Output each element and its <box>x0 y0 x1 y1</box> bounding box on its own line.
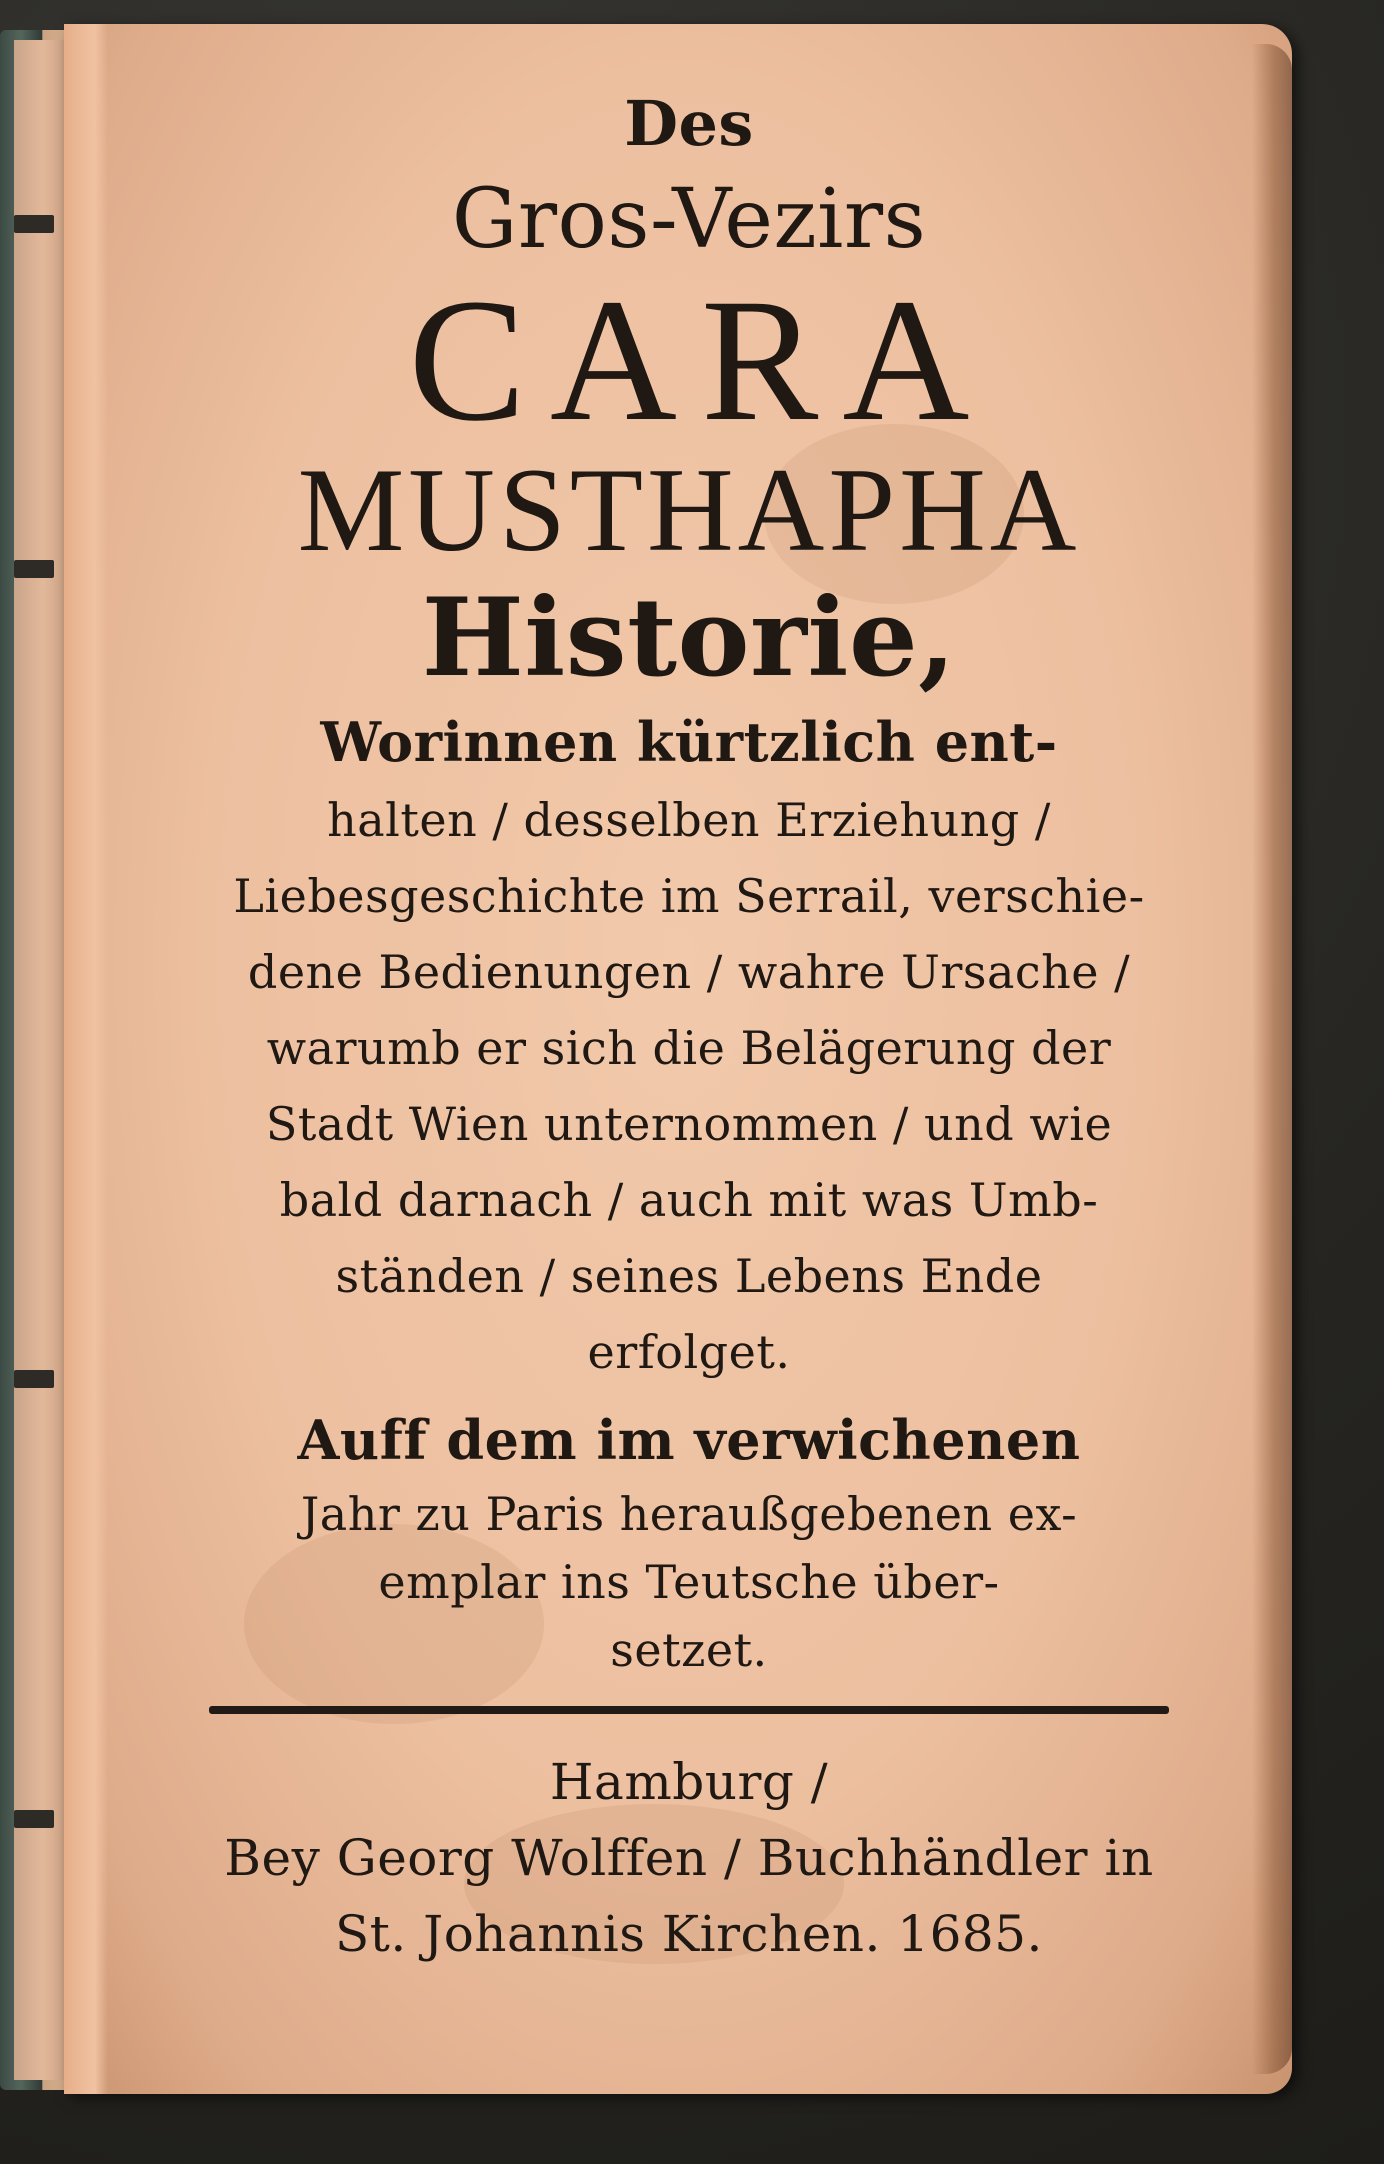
binding-thread-mark <box>14 560 54 578</box>
imprint-line: Bey Georg Wolffen / Buchhändler in <box>224 1829 1154 1887</box>
imprint-line: Hamburg / <box>549 1753 829 1811</box>
binding-thread-mark <box>14 1810 54 1828</box>
source-note-line: Jahr zu Paris heraußgebenen ex- <box>300 1487 1078 1541</box>
imprint-line: St. Johannis Kirchen. 1685. <box>335 1905 1043 1963</box>
title-line-musthapha: MUSTHAPHA <box>297 443 1081 576</box>
page-edge-shadow <box>1252 44 1292 2074</box>
description-line: warumb er sich die Belägerung der <box>266 1021 1112 1075</box>
description-line: halten / desselben Erziehung / <box>327 793 1051 847</box>
description-line: Stadt Wien unternommen / und wie <box>265 1097 1113 1151</box>
page-gutter-shadow <box>64 24 108 2094</box>
binding-thread-mark <box>14 215 54 233</box>
source-note-line: Auff dem im verwichenen <box>297 1408 1081 1472</box>
title-page <box>64 24 1292 2094</box>
source-note-line: emplar ins Teutsche über- <box>378 1555 1000 1609</box>
horizontal-rule <box>209 1706 1169 1714</box>
title-text-block <box>194 84 1184 1972</box>
binding-thread-mark <box>14 1370 54 1388</box>
description-line: erfolget. <box>587 1325 791 1379</box>
title-line-historie: Historie, <box>421 575 957 701</box>
title-line-gros-vezirs: Gros-Vezirs <box>451 172 927 267</box>
description-line: bald darnach / auch mit was Umb- <box>279 1173 1099 1227</box>
source-note-line: setzet. <box>610 1623 768 1677</box>
description-line: Worinnen kürtzlich ent- <box>320 710 1058 774</box>
title-line-des: Des <box>624 87 754 160</box>
description-line: ständen / seines Lebens Ende <box>335 1249 1043 1303</box>
title-line-cara: CARA <box>408 263 994 458</box>
description-line: dene Bedienungen / wahre Ursache / <box>247 945 1131 999</box>
description-line: Liebesgeschichte im Serrail, verschie- <box>233 869 1145 923</box>
